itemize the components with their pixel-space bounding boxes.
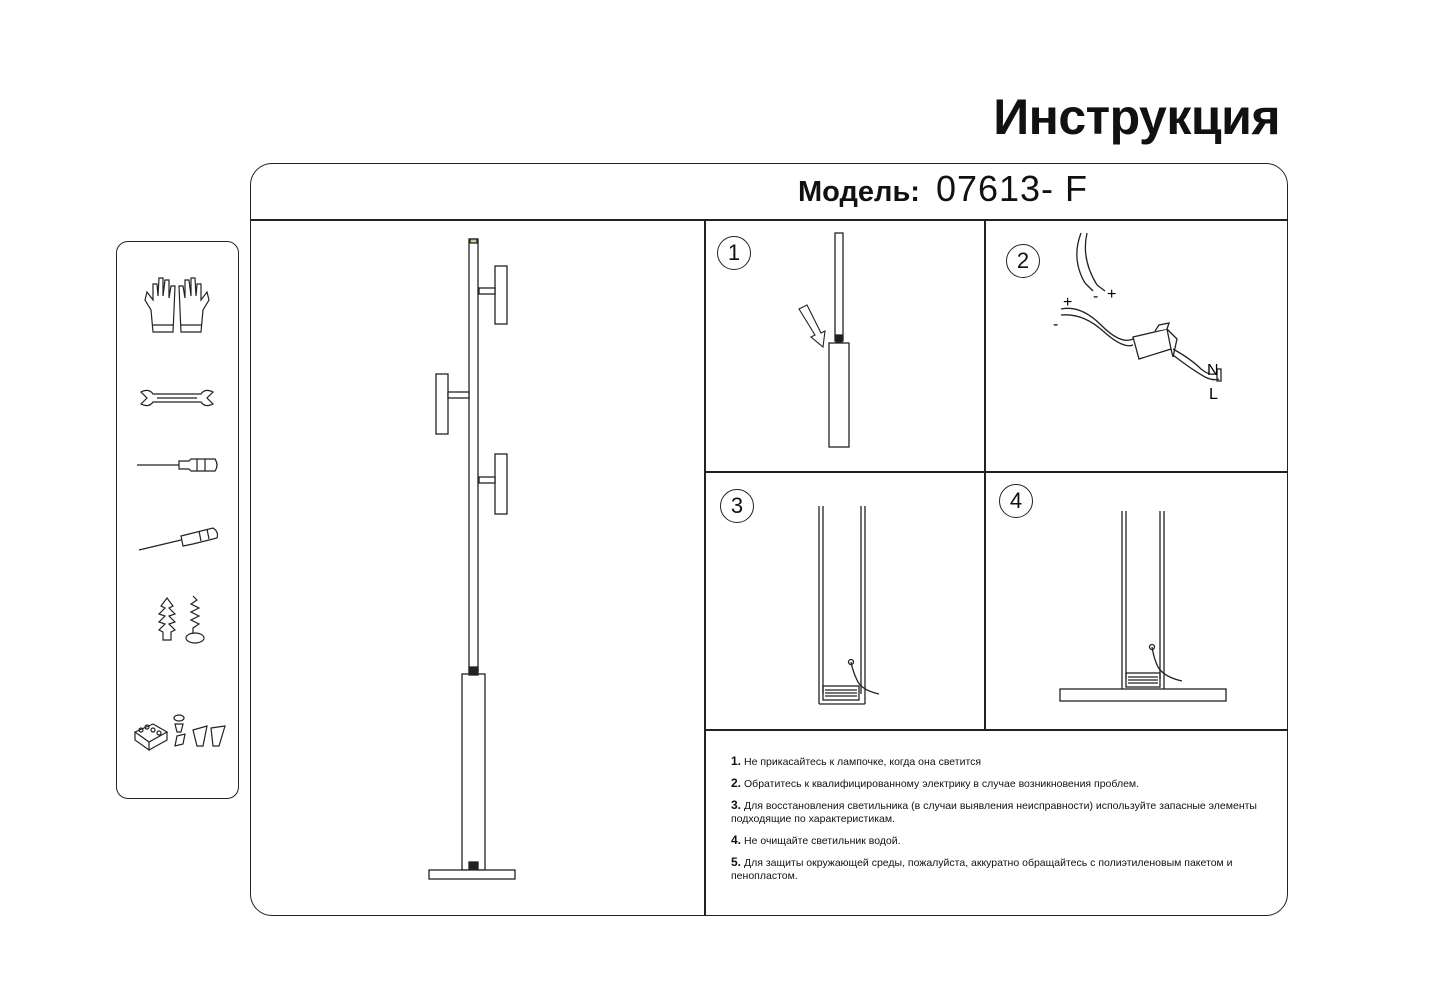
screwdriver-flat-icon: [127, 452, 227, 478]
wrench-icon: [127, 382, 227, 416]
step-3-number: 3: [720, 489, 754, 523]
wire-label-minus-left: -: [1053, 316, 1059, 333]
wire-label-plus-left: +: [1063, 294, 1073, 311]
wire-label-neutral: N: [1207, 362, 1219, 379]
instruction-frame: [250, 163, 1288, 916]
anchors-screws-icon: [127, 592, 227, 648]
floor-lamp-drawing: [421, 234, 531, 884]
step-4-assembled-base-drawing: [1056, 509, 1236, 709]
note-item: 5. Для защиты окружающей среды, пожалуйста, аккуратно обращайтесь с полиэтиленовым пакетом и пенопластом.: [731, 855, 1233, 882]
step-2-number: 2: [1006, 244, 1040, 278]
wire-label-live: L: [1209, 386, 1218, 403]
column-divider: [704, 219, 706, 916]
model-number: 07613- F: [935, 168, 1089, 209]
step-1-number: 1: [717, 236, 751, 270]
notes-divider: [704, 729, 1288, 731]
note-item: 2. Обратитесь к квалифицированному электрику в случае возникновения проблем.: [731, 776, 1140, 790]
tools-panel: [116, 241, 239, 799]
note-item: 4. Не очищайте светильник водой.: [731, 833, 901, 847]
page-title: Инструкция: [993, 89, 1280, 145]
model-label: Модель:: [798, 176, 920, 208]
wire-label-plus-top: +: [1107, 286, 1117, 303]
step-3-base-drawing: [801, 504, 901, 714]
step-row-divider: [704, 471, 1288, 473]
step-2-wiring-drawing: [1041, 229, 1241, 409]
terminal-connectors-icon: [127, 702, 227, 758]
gloves-icon: [127, 270, 227, 340]
step-1-assembly-drawing: [781, 229, 891, 454]
wire-label-minus-top: -: [1093, 288, 1099, 305]
step-column-divider: [984, 219, 986, 730]
note-item: 1. Не прикасайтесь к лампочке, когда она светится: [731, 754, 982, 768]
note-item: 3. Для восстановления светильника (в случаи выявления неисправности) используйте запасные элементы подходящие по характеристикам.: [731, 798, 1257, 825]
safety-notes: [731, 755, 1271, 891]
step-4-number: 4: [999, 484, 1033, 518]
header-divider: [251, 219, 1288, 221]
screwdriver-cross-icon: [127, 522, 227, 556]
